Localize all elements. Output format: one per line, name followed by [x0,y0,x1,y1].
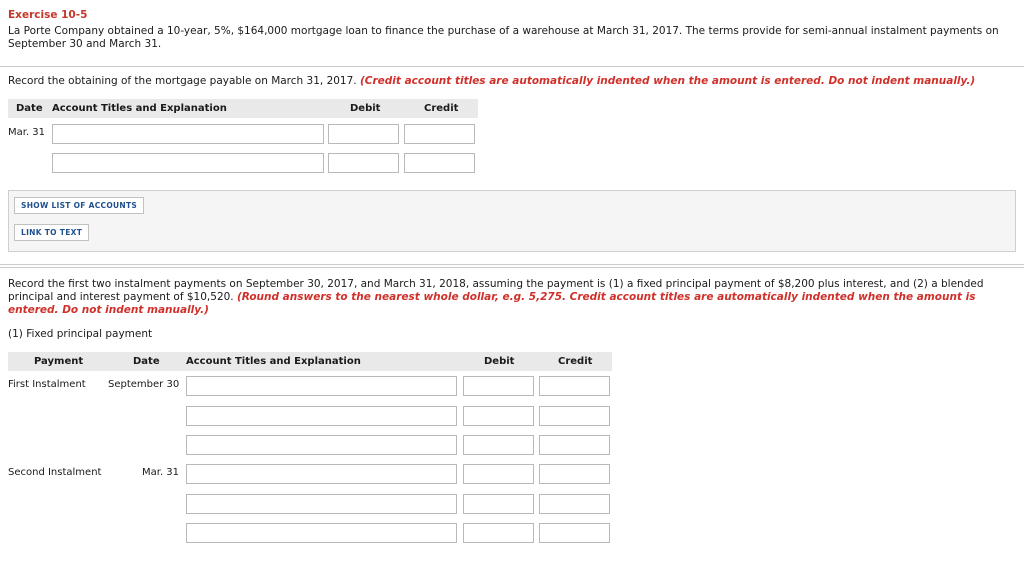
part2-note: (Round answers to the nearest whole dollar, e.g. 5,275. Credit account titles are automatically indented when the amount is entered. Do not indent manually.) [8,291,976,316]
part1-table-header [8,99,478,118]
debit-input[interactable] [463,523,534,543]
link-to-text-button[interactable]: LINK TO TEXT [14,224,89,241]
header-account: Account Titles and Explanation [52,103,227,114]
header-debit: Debit [484,356,515,367]
account-title-input[interactable] [186,435,457,455]
debit-input[interactable] [328,124,399,144]
debit-input[interactable] [463,435,534,455]
resources-panel [8,190,1016,252]
show-list-of-accounts-button[interactable]: SHOW LIST OF ACCOUNTS [14,197,144,214]
account-title-input[interactable] [186,464,457,484]
row-date: Mar. 31 [8,127,46,138]
part1-prompt-text: Record the obtaining of the mortgage payable on March 31, 2017. [8,75,357,87]
account-title-input[interactable] [186,523,457,543]
part1-prompt [8,75,975,88]
header-debit: Debit [350,103,381,114]
exercise-description: La Porte Company obtained a 10-year, 5%, $164,000 mortgage loan to finance the purchase of a warehouse at March 31, 2017. The terms provide for semi-annual instalment payments on September 30 and March 31. [8,25,999,50]
debit-input[interactable] [328,153,399,173]
account-title-input[interactable] [186,406,457,426]
credit-input[interactable] [539,376,610,396]
row-date: September 30 [108,379,180,390]
part1-note: (Credit account titles are automatically indented when the amount is entered. Do not indent manually.) [359,75,976,87]
debit-input[interactable] [463,376,534,396]
credit-input[interactable] [539,435,610,455]
row-date: Mar. 31 [142,467,180,478]
exercise-title: Exercise 10-5 [8,9,88,21]
row-payment: First Instalment [8,379,86,390]
row-payment: Second Instalment [8,467,102,478]
header-credit: Credit [558,356,593,367]
debit-input[interactable] [463,406,534,426]
credit-input[interactable] [404,153,475,173]
part2-prompt-text: Record the first two instalment payments on September 30, 2017, and March 31, 2018, assuming the payment is (1) a fixed principal payment of $8,200 plus interest, and (2) a blended principal and interest payment of $10,520. [8,278,984,303]
account-title-input[interactable] [52,153,324,173]
part2-subheading: (1) Fixed principal payment [8,328,153,340]
header-credit: Credit [424,103,459,114]
account-title-input[interactable] [186,494,457,514]
account-title-input[interactable] [52,124,324,144]
part2-table-header [8,352,612,371]
header-date: Date [16,103,43,114]
account-title-input[interactable] [186,376,457,396]
credit-input[interactable] [539,406,610,426]
header-payment: Payment [34,356,84,367]
header-date: Date [133,356,160,367]
credit-input[interactable] [539,464,610,484]
debit-input[interactable] [463,464,534,484]
credit-input[interactable] [539,523,610,543]
divider [0,267,1024,268]
divider [0,264,1024,265]
header-account: Account Titles and Explanation [186,356,361,367]
credit-input[interactable] [539,494,610,514]
credit-input[interactable] [404,124,475,144]
part2-prompt [8,278,1020,317]
divider [0,66,1024,67]
debit-input[interactable] [463,494,534,514]
